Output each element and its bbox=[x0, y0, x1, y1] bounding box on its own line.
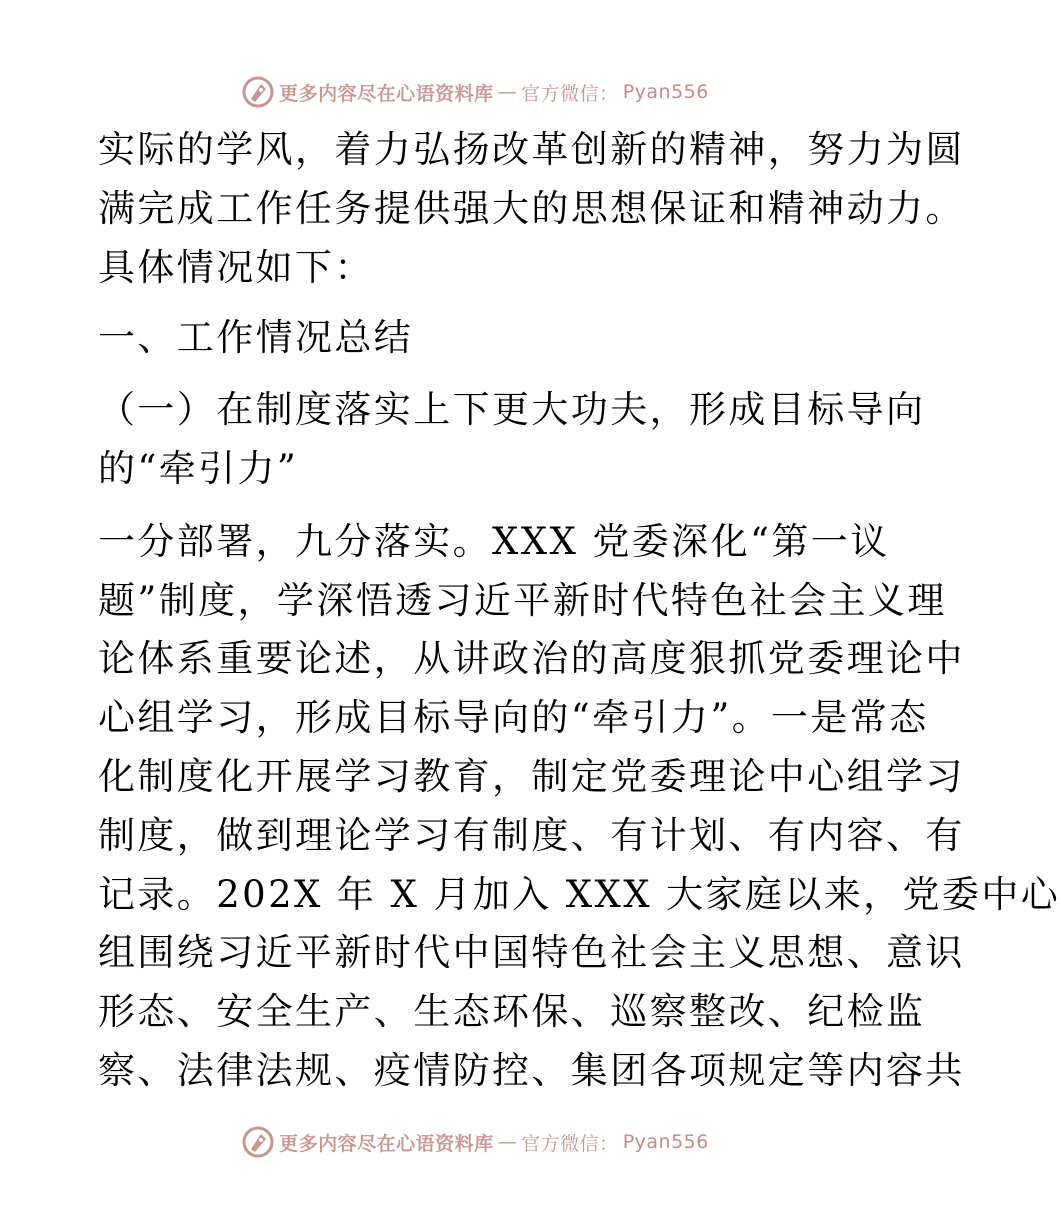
watermark-wechat-id: Pyan556 bbox=[622, 1131, 709, 1153]
body-line: 心组学习，形成目标导向的“牵引力”。一是常态 bbox=[98, 696, 929, 739]
body-line: 化制度化开展学习教育，制定党委理论中心组学习 bbox=[98, 755, 965, 798]
watermark-separator: — bbox=[497, 1131, 518, 1153]
body-line: 具体情况如下： bbox=[98, 246, 374, 289]
pen-nib-logo-icon bbox=[241, 1125, 275, 1159]
body-line: 制度，做到理论学习有制度、有计划、有内容、有 bbox=[98, 814, 965, 857]
watermark-wechat-label: 官方微信： bbox=[521, 82, 619, 105]
header-watermark bbox=[0, 72, 950, 112]
watermark-separator: — bbox=[497, 81, 518, 103]
subsection-heading: （一）在制度落实上下更大功夫，形成目标导向 bbox=[98, 388, 926, 431]
body-line: 论体系重要论述，从讲政治的高度狠抓党委理论中 bbox=[98, 637, 965, 680]
footer-watermark bbox=[0, 1122, 950, 1162]
watermark-wechat-label: 官方微信： bbox=[521, 1132, 619, 1155]
subsection-heading-cont: 的“牵引力” bbox=[98, 447, 299, 490]
body-line: 题”制度，学深悟透习近平新时代特色社会主义理 bbox=[98, 579, 947, 622]
body-line: 形态、安全生产、生态环保、巡察整改、纪检监 bbox=[98, 990, 926, 1033]
body-line: 满完成工作任务提供强大的思想保证和精神动力。 bbox=[98, 187, 965, 230]
body-line: 察、法律法规、疫情防控、集团各项规定等内容共 bbox=[98, 1049, 965, 1092]
body-line: 组围绕习近平新时代中国特色社会主义思想、意识 bbox=[98, 931, 965, 974]
watermark-main-text: 更多内容尽在心语资料库 bbox=[279, 82, 494, 105]
section-heading: 一、工作情况总结 bbox=[98, 316, 414, 359]
pen-nib-logo-icon bbox=[241, 75, 275, 109]
body-line: 一分部署，九分落实。XXX 党委深化“第一议 bbox=[98, 520, 890, 563]
watermark-wechat-id: Pyan556 bbox=[622, 81, 709, 103]
body-line: 记录。202X 年 X 月加入 XXX 大家庭以来，党委中心 bbox=[98, 873, 1060, 916]
body-line: 实际的学风，着力弘扬改革创新的精神，努力为圆 bbox=[98, 128, 965, 171]
watermark-main-text: 更多内容尽在心语资料库 bbox=[279, 1132, 494, 1155]
